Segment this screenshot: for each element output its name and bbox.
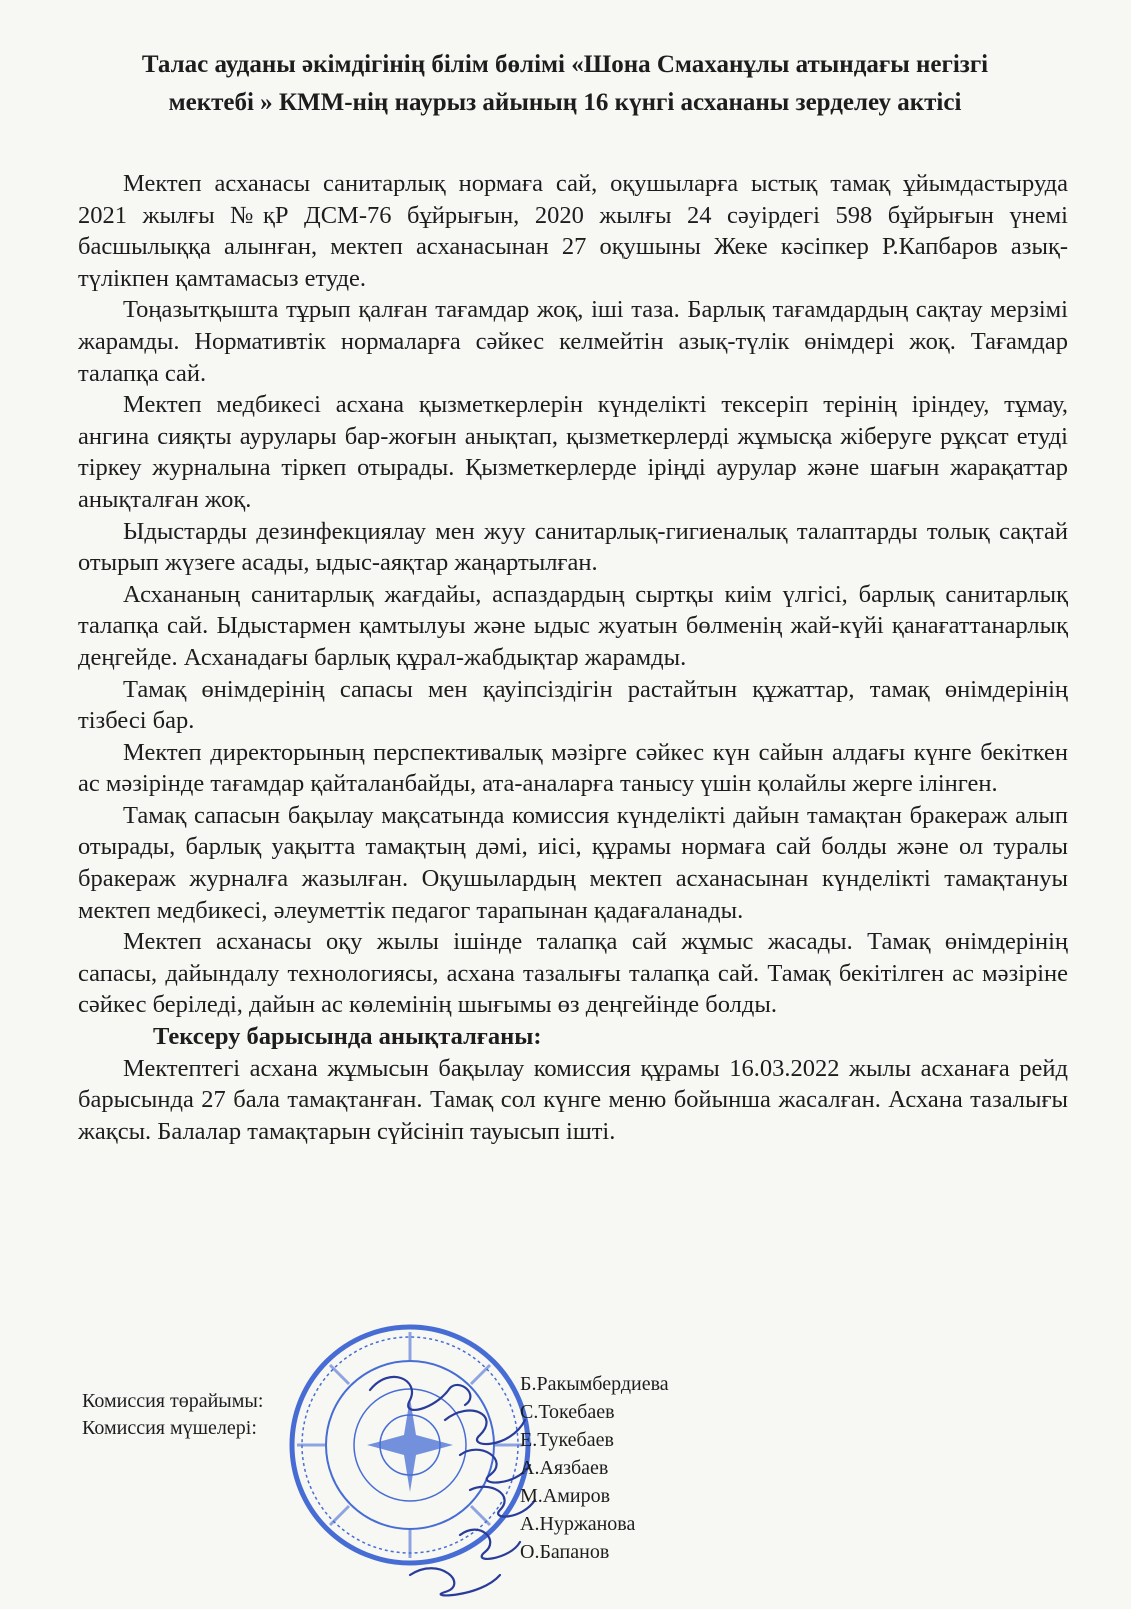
signatory-name: М.Амиров: [520, 1485, 611, 1507]
signatory-name: Б.Ракымбердиева: [520, 1373, 669, 1395]
paragraph: Мектеп медбикесі асхана қызметкерлерін күнделікті тексеріп терінің іріндеу, тұмау, ангина сияқты аурулары бар-жоғын анықтап, қызметкерлерді жұмысқа жіберуге рұқсат етуді тіркеу журналына тіркеп отырады. Қызметкерлерде іріңді аурулар және шағын жарақаттар анықталған жоқ.: [78, 391, 1068, 513]
findings-heading: Тексеру барысында анықталғаны:: [153, 1023, 542, 1051]
signatory-name: А.Аязбаев: [520, 1457, 609, 1479]
members-label: Комиссия мүшелері:: [82, 1417, 257, 1439]
signatory-name: А.Нуржанова: [520, 1513, 636, 1535]
signatory-name: С.Токебаев: [520, 1401, 615, 1423]
signature-names: [520, 1370, 669, 1566]
paragraph: Тамақ сапасын бақылау мақсатында комиссия күнделікті дайын тамақтан бракераж алып отырады, барлық уақытта тамақтың дәмі, иісі, құрамы нормаға сай болды және ол туралы бракераж журналға жазылған. Оқушылардың мектеп асханасынан күнделікті тамақтануы мектеп медбикесі, әлеуметтік педагог тарапынан қадағаланады.: [78, 801, 1068, 924]
findings-paragraph: Мектептегі асхана жұмысын бақылау комиссия құрамы 16.03.2022 жылы асханаға рейд барысында 27 бала тамақтанған. Тамақ сол күнге меню бойынша жасалған. Асхана тазалығы жақсы. Балалар тамақтарын сүйсініп тауысып ішті.: [78, 1054, 1068, 1145]
paragraph: Мектеп директорының перспективалық мәзірге сәйкес күн сайын алдағы күнге бекіткен ас мәзірінде тағамдар қайталанбайды, ата-аналарға танысу үшін қолайлы жерге ілінген.: [78, 738, 1068, 798]
chair-label: Комиссия төрайымы:: [82, 1390, 264, 1412]
paragraph: Ыдыстарды дезинфекциялау мен жуу санитарлық-гигиеналық талаптарды толық сақтай отырып жүзеге асады, ыдыс-аяқтар жаңартылған.: [78, 517, 1068, 577]
title-line-2: мектебі » КММ-нің наурыз айының 16 күнгі асхананы зерделеу актісі: [168, 89, 962, 116]
signatory-name: О.Бапанов: [520, 1541, 610, 1563]
paragraph: Мектеп асханасы санитарлық нормаға сай, оқушыларға ыстық тамақ ұйымдастыруда 2021 жылғы №қР ДСМ-76 бұйрығын, 2020 жылғы 24 сәуірдегі 598 бұйрығын үнемі басшылыққа алынған, мектеп асханасынан 27 оқушыны Жеке кәсіпкер Р.Капбаров азық-түлікпен қамтамасыз етуде.: [78, 170, 1068, 292]
title-line-1: Талас ауданы әкімдігінің білім бөлімі «Шона Смаханұлы атындағы негізгі: [141, 51, 989, 78]
document-title: [60, 46, 1070, 122]
paragraph: Асхананың санитарлық жағдайы, аспаздардың сыртқы киім үлгісі, барлық санитарлық талапқа сай. Ыдыстармен қамтылуы және ыдыс жуатын бөлменің жай-күйі қанағаттанарлық деңгейде. Асханадағы барлық құрал-жабдықтар жарамды.: [78, 580, 1068, 671]
signatory-name: Е.Тукебаев: [520, 1429, 614, 1451]
paragraph: Мектеп асханасы оқу жылы ішінде талапқа сай жұмыс жасады. Тамақ өнімдерінің сапасы, дайындалу технологиясы, асхана тазалығы талапқа сай. Тамақ бекітілген ас мәзіріне сәйкес беріледі, дайын ас көлемінің шығымы өз деңгейінде болды.: [78, 928, 1068, 1019]
signature-labels: [82, 1388, 263, 1442]
paragraph: Тоңазытқышта тұрып қалған тағамдар жоқ, іші таза. Барлық тағамдардың сақтау мерзімі жарамды. Нормативтік нормаларға сәйкес келмейтін азық-түлік өнімдері жоқ. Тағамдар талапқа сай.: [78, 296, 1068, 387]
paragraph: Тамақ өнімдерінің сапасы мен қауіпсіздігін растайтын құжаттар, тамақ өнімдерінің тізбесі бар.: [78, 675, 1068, 735]
document-body: [78, 168, 1068, 1147]
